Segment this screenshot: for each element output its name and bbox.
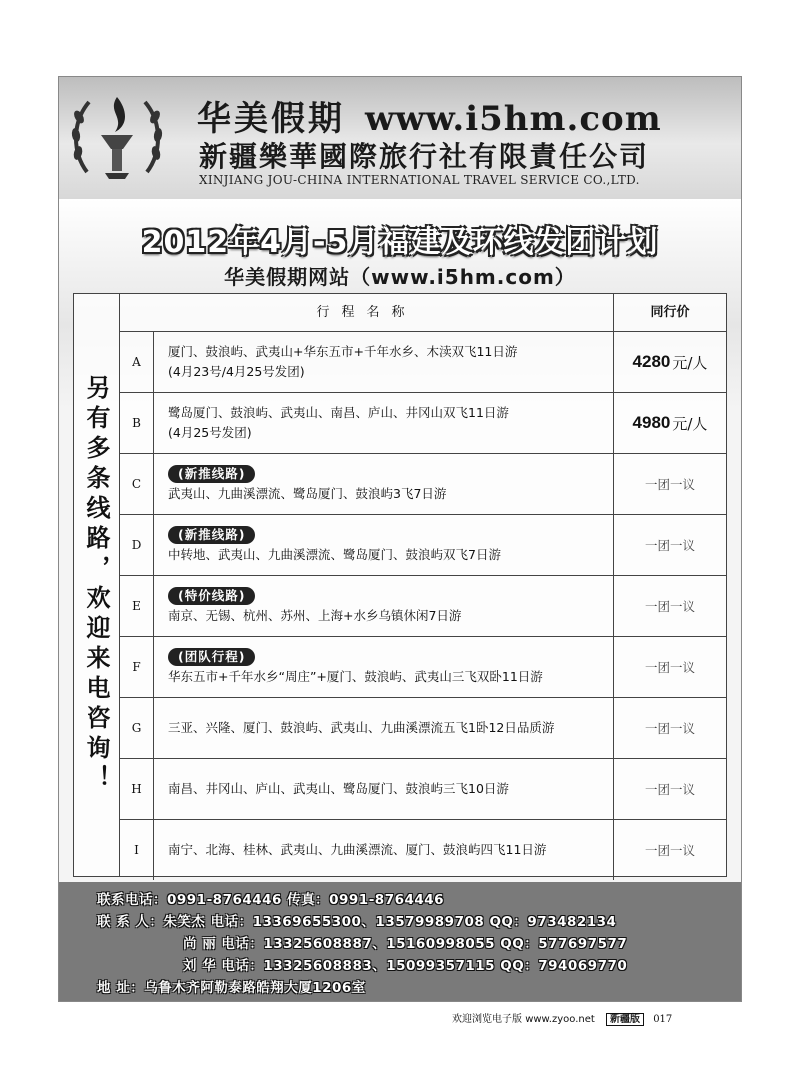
row-price: [614, 820, 726, 880]
table-row: [120, 759, 726, 820]
row-description: [154, 698, 614, 758]
torch-wreath-logo-icon: [67, 87, 167, 187]
row-description: [154, 637, 614, 697]
route-departure-dates: (4月23号/4月25号发团): [168, 364, 305, 379]
price-negotiable: 一团一议: [644, 721, 695, 736]
table-row: [120, 698, 726, 759]
row-letter: E: [120, 576, 154, 636]
page-subtitle: 华美假期网站（www.i5hm.com）: [224, 265, 576, 289]
row-letter: H: [120, 759, 154, 819]
row-letter: D: [120, 515, 154, 575]
price-negotiable: 一团一议: [644, 660, 695, 675]
table-row: [120, 820, 726, 881]
row-price: [614, 332, 726, 392]
row-price: [614, 698, 726, 758]
price-unit: 元/人: [672, 353, 708, 372]
route-name: 厦门、鼓浪屿、武夷山+华东五市+千年水乡、木渎双飞11日游: [168, 344, 518, 359]
row-letter: F: [120, 637, 154, 697]
side-note: [74, 294, 120, 876]
column-header-name: 行程名称: [120, 294, 614, 331]
row-letter: I: [120, 820, 154, 880]
row-price: [614, 393, 726, 453]
table-row: [120, 515, 726, 576]
row-price: [614, 759, 726, 819]
table-row: [120, 454, 726, 515]
row-price: [614, 515, 726, 575]
contact-phone-fax: 联系电话：0991-8764446 传真：0991-8764446: [97, 892, 445, 908]
contact-address: 地 址：乌鲁木齐阿勒泰路皓翔大厦1206室: [97, 980, 366, 996]
page-title: 2012年4月-5月福建及环线发团计划: [141, 225, 659, 260]
row-letter: A: [120, 332, 154, 392]
contact-person-2: 尚 丽 电话：13325608887、15160998055 QQ：577697577: [183, 936, 628, 952]
price-negotiable: 一团一议: [644, 538, 695, 553]
route-name: 南宁、北海、桂林、武夷山、九曲溪漂流、厦门、鼓浪屿四飞11日游: [168, 842, 547, 857]
route-tag-badge: (新推线路): [168, 465, 255, 483]
table-row: [120, 332, 726, 393]
row-description: [154, 759, 614, 819]
table-row: [120, 393, 726, 454]
row-description: [154, 515, 614, 575]
price-negotiable: 一团一议: [644, 782, 695, 797]
brand-name: 华美假期: [197, 99, 345, 139]
route-name: 三亚、兴隆、厦门、鼓浪屿、武夷山、九曲溪漂流五飞1卧12日品质游: [168, 720, 555, 735]
route-name: 南昌、井冈山、庐山、武夷山、鹭岛厦门、鼓浪屿三飞10日游: [168, 781, 509, 796]
route-name: 中转地、武夷山、九曲溪漂流、鹭岛厦门、鼓浪屿双飞7日游: [168, 546, 501, 562]
footer-welcome: 欢迎浏览电子版: [452, 1014, 522, 1025]
price-negotiable: 一团一议: [644, 599, 695, 614]
header-banner: [59, 77, 741, 200]
row-price: [614, 454, 726, 514]
row-letter: B: [120, 393, 154, 453]
route-tag-badge: (新推线路): [168, 526, 255, 544]
table-row: [120, 576, 726, 637]
row-price: [614, 637, 726, 697]
brand-url[interactable]: www.i5hm.com: [365, 99, 662, 139]
contact-panel: [59, 882, 741, 1001]
contact-person-3: 刘 华 电话：13325608883、15099357115 QQ：794069770: [183, 958, 628, 974]
row-description: [154, 820, 614, 880]
footer-site[interactable]: www.zyoo.net: [525, 1014, 595, 1025]
route-name: 华东五市+千年水乡“周庄”+厦门、鼓浪屿、武夷山三飞双卧11日游: [168, 668, 543, 684]
route-name: 鹭岛厦门、鼓浪屿、武夷山、南昌、庐山、井冈山双飞11日游: [168, 405, 509, 420]
column-header-price: 同行价: [650, 305, 690, 320]
route-departure-dates: (4月25号发团): [168, 425, 252, 440]
footer-edition: 新疆版: [606, 1013, 644, 1026]
side-note-text: 另有多条线路，欢迎来电咨询！: [82, 375, 110, 795]
price-amount: 4280: [632, 352, 671, 371]
row-letter: G: [120, 698, 154, 758]
price-amount: 4980: [632, 413, 671, 432]
page-footer: [452, 1010, 672, 1025]
itinerary-table: [73, 293, 727, 877]
row-description: [154, 332, 614, 392]
page-number: 017: [653, 1014, 673, 1025]
row-description: [154, 454, 614, 514]
route-tag-badge: (特价线路): [168, 587, 255, 605]
table-header: [120, 294, 726, 332]
table-row: [120, 637, 726, 698]
company-name-cn: 新疆樂華國際旅行社有限責任公司: [199, 140, 650, 173]
route-name: 南京、无锡、杭州、苏州、上海+水乡乌镇休闲7日游: [168, 607, 462, 623]
route-tag-badge: (团队行程): [168, 648, 255, 666]
price-unit: 元/人: [672, 414, 708, 433]
route-name: 武夷山、九曲溪漂流、鹭岛厦门、鼓浪屿3飞7日游: [168, 485, 447, 501]
price-negotiable: 一团一议: [644, 843, 695, 858]
row-description: [154, 576, 614, 636]
company-name-en: XINJIANG JOU-CHINA INTERNATIONAL TRAVEL SERVICE CO.,LTD.: [199, 173, 640, 187]
flyer-page: [58, 76, 742, 1002]
row-letter: C: [120, 454, 154, 514]
price-negotiable: 一团一议: [644, 477, 695, 492]
brand-line: [197, 91, 662, 140]
row-price: [614, 576, 726, 636]
row-description: [154, 393, 614, 453]
contact-person-1: 联 系 人：朱笑杰 电话：13369655300、13579989708 QQ：973482134: [97, 914, 617, 930]
